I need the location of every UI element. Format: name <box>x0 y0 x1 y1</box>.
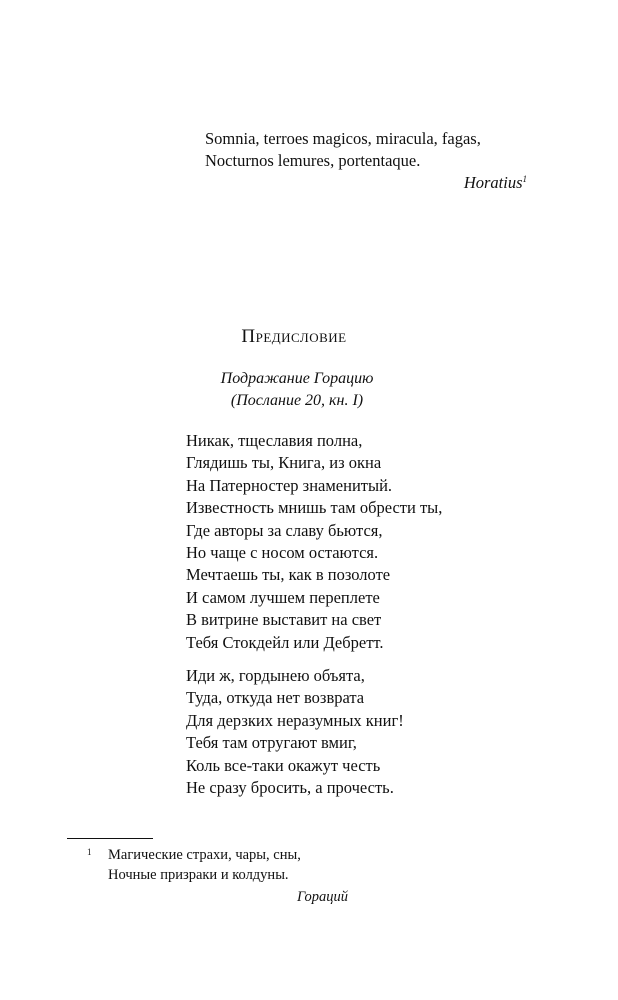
footnote-author: Гораций <box>297 889 348 905</box>
chapter-title: Предисловие <box>241 326 347 347</box>
epigraph-line: Nocturnos lemures, portentaque. <box>205 151 421 170</box>
poem-line: Коль все-таки окажут честь <box>186 755 381 775</box>
poem-line: И самом лучшем переплете <box>186 587 380 607</box>
poem-line: Не сразу бросить, а прочесть. <box>186 778 394 798</box>
footnote-divider <box>67 838 153 839</box>
footnote-body <box>108 845 348 907</box>
poem-stanza-2 <box>186 665 442 799</box>
subtitle-line: Подражание Горацию <box>220 370 374 387</box>
footnote-reference[interactable]: 1 <box>522 174 527 184</box>
footnote-mark: 1 <box>87 847 92 857</box>
poem-stanza-1 <box>186 430 442 654</box>
epigraph-author-name: Horatius <box>463 173 523 192</box>
poem-line: Но чаще с носом остаются. <box>186 543 379 563</box>
poem-line: Никак, тщеславия полна, <box>186 431 363 450</box>
epigraph <box>205 128 527 194</box>
poem-line: В витрине выставит на свет <box>186 610 382 630</box>
footnote-line: Магические страхи, чары, сны, <box>108 847 301 863</box>
poem-line: Тебя там отругают вмиг, <box>186 733 357 753</box>
subtitle-line: (Послание 20, кн. I) <box>230 392 364 409</box>
epigraph-line: Somnia, terroes magicos, miracula, fagas, <box>205 129 481 148</box>
poem-line: Тебя Стокдейл или Дебретт. <box>186 632 384 652</box>
poem-line: Для дерзких неразумных книг! <box>186 710 404 730</box>
poem-line: Где авторы за славу бьются, <box>186 520 383 540</box>
poem <box>186 430 442 811</box>
poem-line: Глядишь ты, Книга, из окна <box>186 453 382 473</box>
poem-line: Мечтаешь ты, как в позолоте <box>186 565 391 585</box>
epigraph-author <box>205 172 527 194</box>
footnote-line: Ночные призраки и колдуны. <box>108 867 289 883</box>
poem-line: На Патерностер знаменитый. <box>186 475 393 495</box>
poem-line: Туда, откуда нет возврата <box>186 688 365 708</box>
chapter-subtitle <box>0 368 594 412</box>
poem-line: Известность мнишь там обрести ты, <box>186 498 443 518</box>
poem-line: Иди ж, гордынею объята, <box>186 666 365 686</box>
